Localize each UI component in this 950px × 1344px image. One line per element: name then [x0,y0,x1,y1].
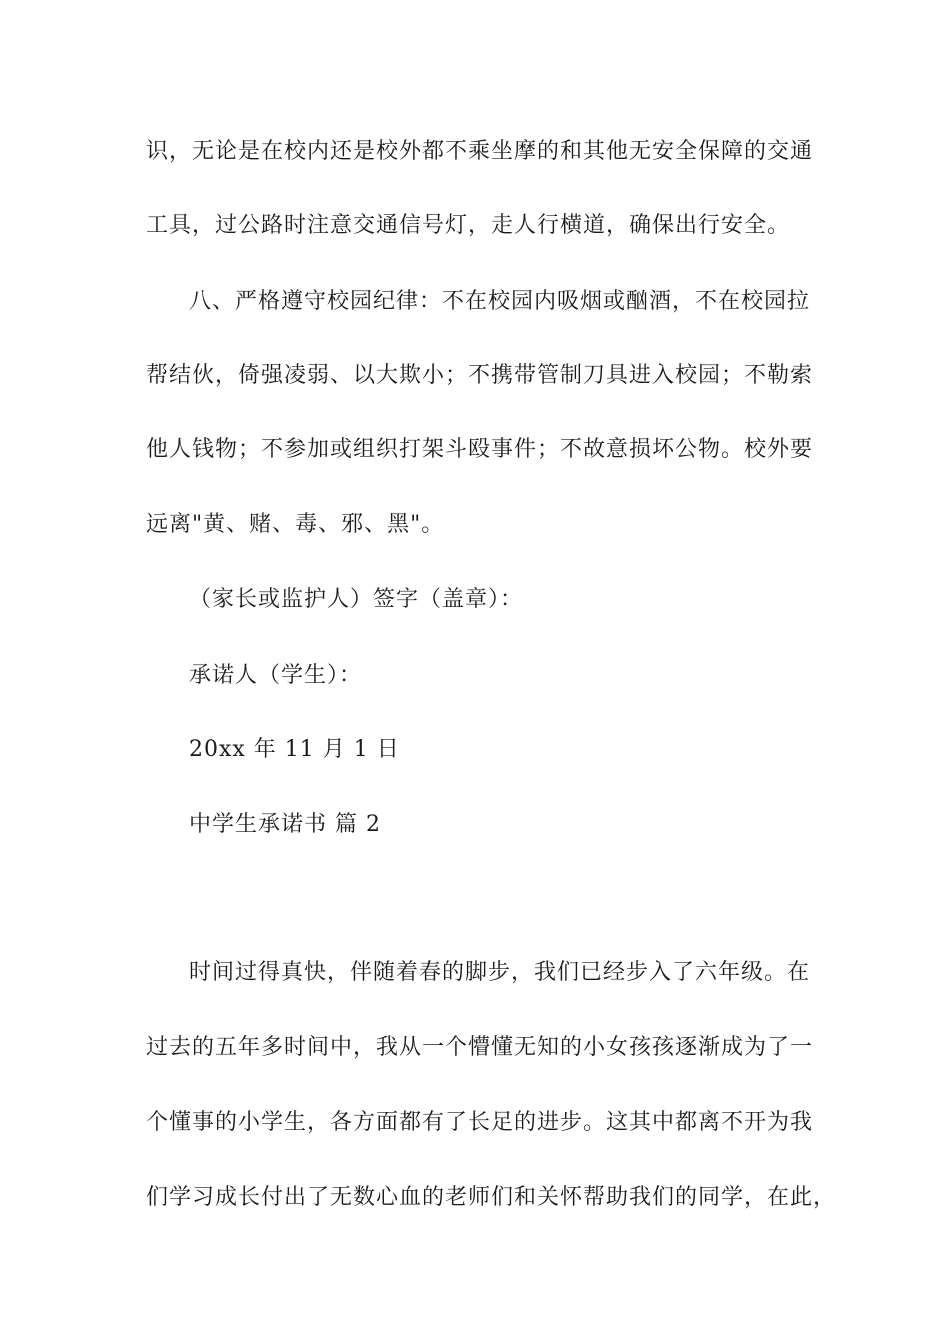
date-line: 20xx 年 11 月 1 日 [189,737,400,762]
paragraph-line: 时间过得真快，伴随着春的脚步，我们已经步入了六年级。在 [189,960,811,985]
paragraph-line: 们学习成长付出了无数心血的老师们和关怀帮助我们的同学，在此， [146,1185,837,1210]
paragraph-line: 帮结伙，倚强凌弱、以大欺小；不携带管制刀具进入校园；不勒索 [146,363,814,388]
guardian-signature-line: （家长或监护人）签字（盖章）： [189,587,524,612]
paragraph-line: 识，无论是在校内还是校外都不乘坐摩的和其他无安全保障的交通 [146,139,814,164]
paragraph-line: 工具，过公路时注意交通信号灯，走人行横道，确保出行安全。 [146,213,791,238]
paragraph-line: 个懂事的小学生，各方面都有了长足的进步。这其中都离不开为我 [146,1110,814,1135]
paragraph-line: 过去的五年多时间中，我从一个懵懂无知的小女孩孩逐渐成为了一 [146,1035,814,1060]
paragraph-line: 远离"黄、赌、毒、邪、黑"。 [146,512,445,537]
paragraph-line: 他人钱物；不参加或组织打架斗殴事件；不故意损坏公物。校外要 [146,437,814,462]
paragraph-line: 八、严格遵守校园纪律：不在校园内吸烟或酗酒，不在校园拉 [189,289,811,314]
section-heading: 中学生承诺书 篇 2 [189,812,381,837]
student-signature-line: 承诺人（学生）： [189,663,363,688]
